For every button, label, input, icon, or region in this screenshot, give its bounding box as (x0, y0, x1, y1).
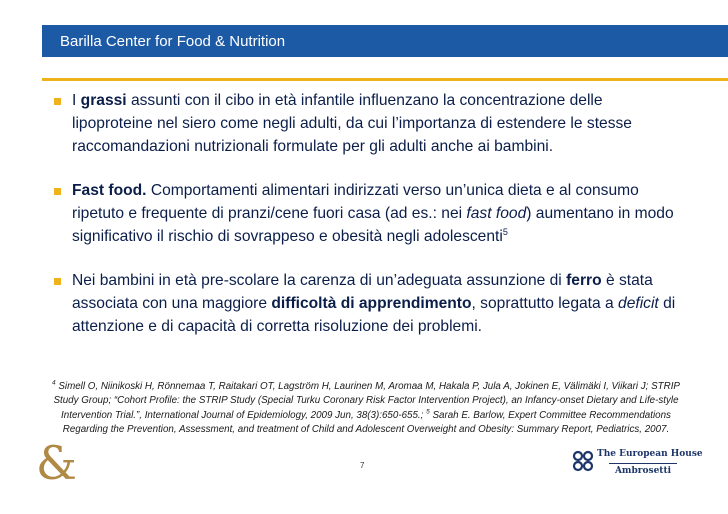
bullet-marker-icon (54, 188, 61, 195)
ampersand-icon: & (36, 436, 77, 490)
bullet-text: , soprattutto legata a (471, 295, 619, 312)
bullet-bold: ferro (566, 272, 602, 289)
bullet-item-ferro (52, 269, 680, 338)
bullet-bold: Fast food. (72, 182, 147, 199)
knot-icon (572, 450, 594, 472)
bullet-italic: fast food (466, 205, 527, 222)
header-title: Barilla Center for Food & Nutrition (60, 32, 286, 50)
bullet-marker-icon (54, 278, 61, 285)
page-number: 7 (360, 461, 365, 470)
bullet-list (52, 89, 680, 359)
bullet-text: di attenzione e di capacità di corretta risoluzione dei problemi. (72, 295, 676, 335)
reference-text: Simell O, Niinikoski H, Rönnemaa T, Raitakari OT, Lagström H, Laurinen M, Aromaa M, Hakala P, Jula A, Jokinen E, Välimäki I, Viikari J; STRIP Study Group; “Cohort Profile: the STRIP Study (Special Turku Coronary Risk Factor Intervention Project), an Infancy-onset Dietary and Life-style Intervention Trial.”, International Journal of Epidemiology, 2009 Jun, 38(3):650-655.; (53, 381, 680, 421)
bullet-text: Comportamenti alimentari indirizzati verso un’unica dieta e al consumo ripetuto e frequente di pranzi/cene fuori casa (ad es.: nei (72, 182, 639, 222)
logo-name (597, 448, 717, 478)
footnote-number: 5 (426, 408, 430, 416)
logo-line2: Ambrosetti (609, 463, 677, 478)
footnote-number: 4 (52, 379, 56, 387)
bullet-item-grassi (52, 89, 680, 158)
footnote-ref: 5 (502, 226, 508, 237)
accent-divider (42, 78, 728, 81)
barilla-logo (36, 438, 84, 488)
bullet-text: è stata associata con una maggiore (72, 272, 653, 312)
european-house-logo (572, 448, 720, 478)
bullet-italic: deficit (618, 295, 659, 312)
reference-text: Sarah E. Barlow, Expert Committee Recommendations Regarding the Prevention, Assessment, and treatment of Child and Adolescent Overweight and Obesity: Summary Report, Pediatrics, 2007. (62, 409, 671, 436)
bullet-text: Nei bambini in età pre-scolare la carenza di un’adeguata assunzione di (72, 272, 567, 289)
references (50, 380, 682, 438)
bullet-bold: difficoltà di apprendimento (271, 295, 472, 312)
bullet-bold: grassi (80, 92, 127, 109)
bullet-text: assunti con il cibo in età infantile influenzano la concentrazione delle lipoproteine nel siero come negli adulti, da cui l’importanza di estendere le stesse raccomandazioni nutrizionali formulate per gli adulti anche ai bambini. (72, 92, 632, 155)
bullet-text: I (72, 92, 81, 109)
bullet-item-fast-food (52, 179, 680, 248)
logo-line1: The European House (597, 449, 703, 459)
header-bar (42, 25, 728, 57)
bullet-text: ) aumentano in modo significativo il rischio di sovrappeso e obesità negli adolescenti (72, 205, 674, 245)
bullet-marker-icon (54, 98, 61, 105)
